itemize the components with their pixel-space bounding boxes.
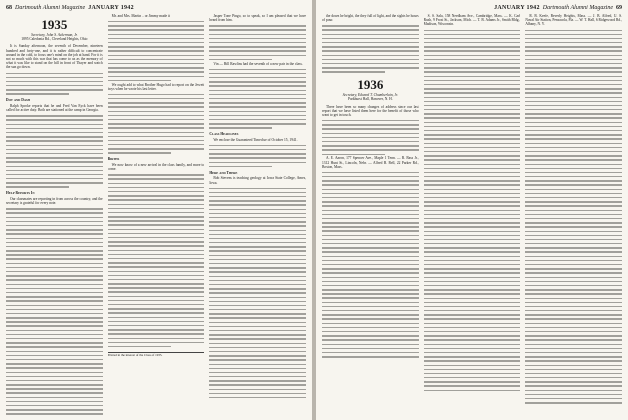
text-line — [525, 401, 622, 405]
text-line — [322, 70, 419, 74]
right-page-number: 69 — [616, 5, 622, 11]
text-line — [108, 151, 205, 155]
text-line — [108, 78, 205, 82]
text-line — [322, 355, 419, 359]
text-line — [209, 126, 306, 130]
text-line — [209, 57, 306, 61]
left-column-3 — [209, 14, 306, 416]
body-paragraph: Vin — Bill Rawlins had the seventh of a new pair in the class. — [213, 61, 303, 66]
body-paragraph: Jasper Tone Pingo, so to speak, so I am pleased that we have heard from him. — [209, 14, 307, 23]
right-column-3 — [525, 14, 622, 416]
text-line — [209, 164, 306, 168]
intro-paragraph: It is Sunday afternoon, the seventh of December, nineteen hundred and forty-one, and it is rather difficult to concentrate around in the cold, to focus one's mind on the job at hand. For it is not so much with this war that has come to us as the memory of what it was like to stand on the hill in front of Thayer and watch the sun go down. — [6, 44, 103, 70]
left-page — [0, 0, 312, 420]
left-columns — [6, 14, 306, 416]
body-paragraph: Our classmates are reporting in from across the country, and the secretary is grateful for every note. — [6, 196, 103, 206]
section-subhead: Help Reports In — [6, 191, 35, 196]
body-paragraph: We enclose the Guaranteed Timeclue of October 15, 1941. — [213, 137, 298, 142]
class-secretary: Secretary, John S. Ackerman, Jr. — [31, 33, 78, 37]
class-address: Parkhurst Hall, Hanover, N. H. — [348, 97, 393, 102]
body-paragraph: We now know of a new arrival in the class family, and more to come. — [107, 162, 205, 172]
address-list: A. E. Aaron, 177 Spencer Ave., Maple 1 Tenn. — R. Bass Jr., 1312 Hunt St., Lincoln, Nebr. — Alfred B. Bell, 22 Parker Rd., Boston, Mass. — [322, 156, 419, 169]
class-secretary: Secretary, Edward T. Chamberlain, Jr. — [342, 93, 398, 98]
left-running-head — [6, 3, 306, 13]
body-paragraph: Mr. and Mrs. Martin .. or Jimmy made it — [111, 14, 170, 18]
text-line — [108, 345, 205, 349]
section-subhead: Dot and Dash — [6, 98, 30, 103]
text-line — [6, 185, 103, 189]
right-running-head — [322, 3, 622, 13]
text-line — [424, 388, 521, 392]
left-issue-month: JANUARY 1942 — [88, 5, 134, 11]
address-list: S. S. Sala, 158 Needham Ave., Cambridge, Mass. — K. Carl Rush, 9 Frost St., Jackson, Mich. — T. B. Adams Jr., Smith Bldg., Madison, Wisconsin. — [423, 14, 521, 27]
class-address: 1895 Caledonia Rd., Cleveland Heights, Ohio — [21, 37, 88, 42]
class-heading-1935 — [6, 18, 103, 41]
right-magazine-title: Dartmouth Alumni Magazine — [542, 5, 613, 11]
body-paragraph: We ought add to what Brother Hugo had to report on the Jewett boys when he wrote his last letter. — [107, 82, 205, 91]
section-subhead: Class Headlines — [209, 132, 239, 137]
left-page-number: 68 — [6, 5, 12, 11]
body-paragraph: the down he bright, the they full of light, and the sights he hours of pour. — [322, 14, 419, 23]
body-paragraph: There have been so many changes of address since our last report that we have listed them here for the benefit of those who want to get in touch. — [322, 104, 419, 117]
body-paragraph: Bob Stevens is teaching geology at Iowa State College, Ames, Iowa. — [209, 176, 307, 185]
left-magazine-title: Dartmouth Alumni Magazine — [15, 5, 86, 11]
address-list: R. B. Keefe, Beverly Heights, Mass. — J. B. Alfred, U. S. Naval Air Station, Pensacola, Fla. — W. T. Hall, 6 Ridgewood Rd., Albany, N. Y. — [525, 14, 623, 27]
section-subhead: Here and There — [209, 170, 238, 175]
left-column-2 — [108, 14, 205, 416]
class-heading-1936 — [322, 78, 419, 101]
left-column-1 — [6, 14, 103, 416]
right-issue-month: JANUARY 1942 — [494, 5, 540, 11]
section-subhead: Births — [107, 157, 120, 162]
right-column-2 — [424, 14, 521, 416]
text-line — [322, 152, 419, 156]
right-page — [316, 0, 628, 420]
right-column-1 — [322, 14, 419, 416]
right-columns — [322, 14, 622, 416]
body-paragraph: Ralph Sproke reports that he and Fred Van Eyck have been called for active duty. Both are stationed at the camp in Georgia. — [6, 103, 103, 113]
text-line — [209, 396, 306, 400]
class-year: 1936 — [357, 77, 384, 93]
text-line — [6, 92, 103, 96]
class-year: 1935 — [41, 17, 68, 32]
footnote: Printed in the interest of the Class of 1935. — [108, 352, 205, 358]
